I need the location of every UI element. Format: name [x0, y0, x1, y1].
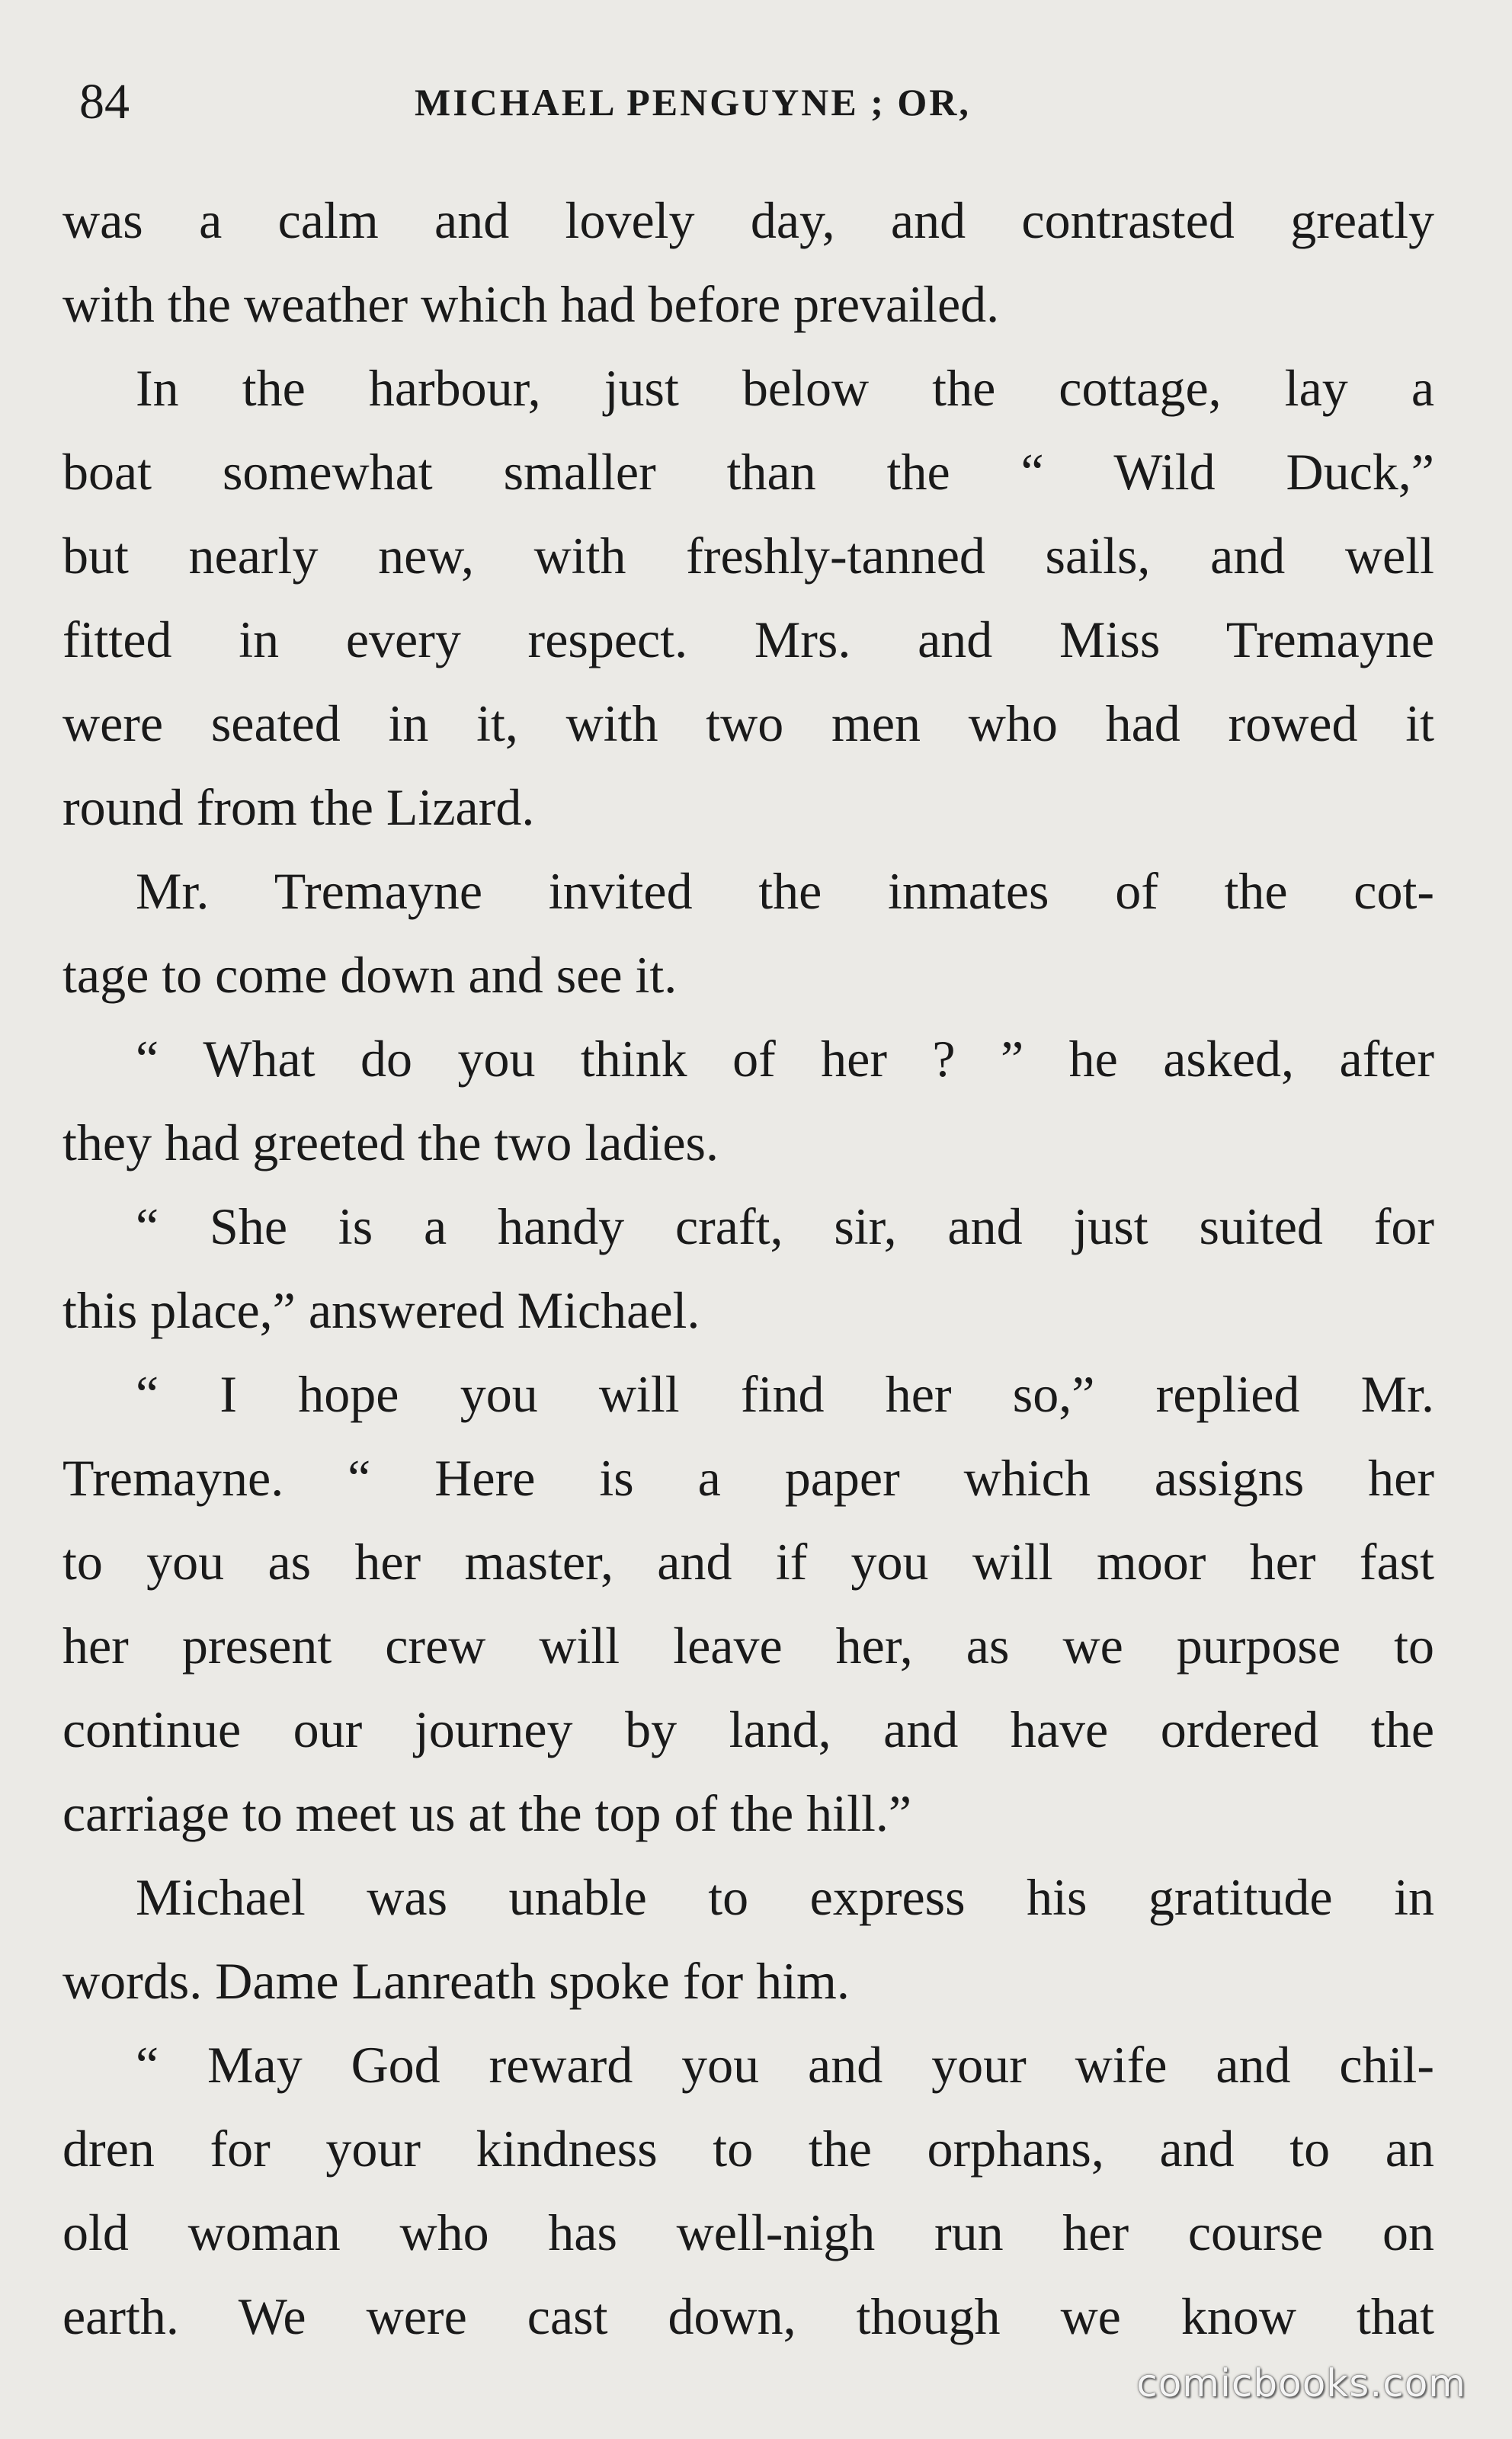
body-text	[62, 178, 1434, 2358]
text-line: her present crew will leave her, as we purpose to	[62, 1617, 1434, 1675]
paragraph	[62, 1017, 1434, 1184]
text-line: with the weather which had before prevailed.	[62, 275, 1000, 333]
page-number: 84	[79, 74, 130, 130]
text-line: boat somewhat smaller than the “ Wild Duck,”	[62, 443, 1434, 501]
text-line: words. Dame Lanreath spoke for him.	[62, 1952, 850, 2010]
text-line: Michael was unable to express his gratitude in	[136, 1868, 1434, 1926]
text-line: “ May God reward you and your wife and chil-	[136, 2036, 1434, 2094]
paragraph	[62, 1352, 1434, 1855]
text-line: “ What do you think of her ? ” he asked, after	[136, 1030, 1434, 1088]
text-line: round from the Lizard.	[62, 778, 535, 836]
paragraph	[62, 1184, 1434, 1352]
text-line: tage to come down and see it.	[62, 946, 678, 1004]
text-line: carriage to meet us at the top of the hill.”	[62, 1784, 912, 1842]
text-line: they had greeted the two ladies.	[62, 1114, 719, 1171]
text-line: this place,” answered Michael.	[62, 1281, 700, 1339]
text-line: were seated in it, with two men who had rowed it	[62, 694, 1434, 752]
text-line: continue our journey by land, and have ordered the	[62, 1700, 1434, 1758]
running-head	[79, 72, 1433, 133]
text-line: Mr. Tremayne invited the inmates of the cot-	[136, 862, 1434, 920]
text-line: fitted in every respect. Mrs. and Miss Tremayne	[62, 611, 1434, 668]
text-line: In the harbour, just below the cottage, lay a	[136, 359, 1434, 417]
paragraph	[62, 849, 1434, 1017]
text-line: “ I hope you will find her so,” replied Mr.	[136, 1365, 1434, 1423]
paragraph	[62, 178, 1434, 346]
text-line: Tremayne. “ Here is a paper which assigns her	[62, 1449, 1434, 1507]
paragraph	[62, 2023, 1434, 2358]
text-line: “ She is a handy craft, sir, and just suited for	[136, 1197, 1434, 1255]
text-line: to you as her master, and if you will moor her fast	[62, 1533, 1434, 1591]
paragraph	[62, 1855, 1434, 2023]
text-line: but nearly new, with freshly-tanned sails, and well	[62, 527, 1434, 585]
text-line: was a calm and lovely day, and contrasted greatly	[62, 191, 1434, 249]
text-line: old woman who has well-nigh run her course on	[62, 2203, 1434, 2261]
paragraph	[62, 346, 1434, 849]
text-line: earth. We were cast down, though we know that	[62, 2287, 1434, 2345]
text-line: dren for your kindness to the orphans, and to an	[62, 2120, 1434, 2178]
running-title: MICHAEL PENGUYNE ; OR,	[415, 81, 971, 123]
watermark: comicbooks.com	[1136, 2361, 1466, 2405]
